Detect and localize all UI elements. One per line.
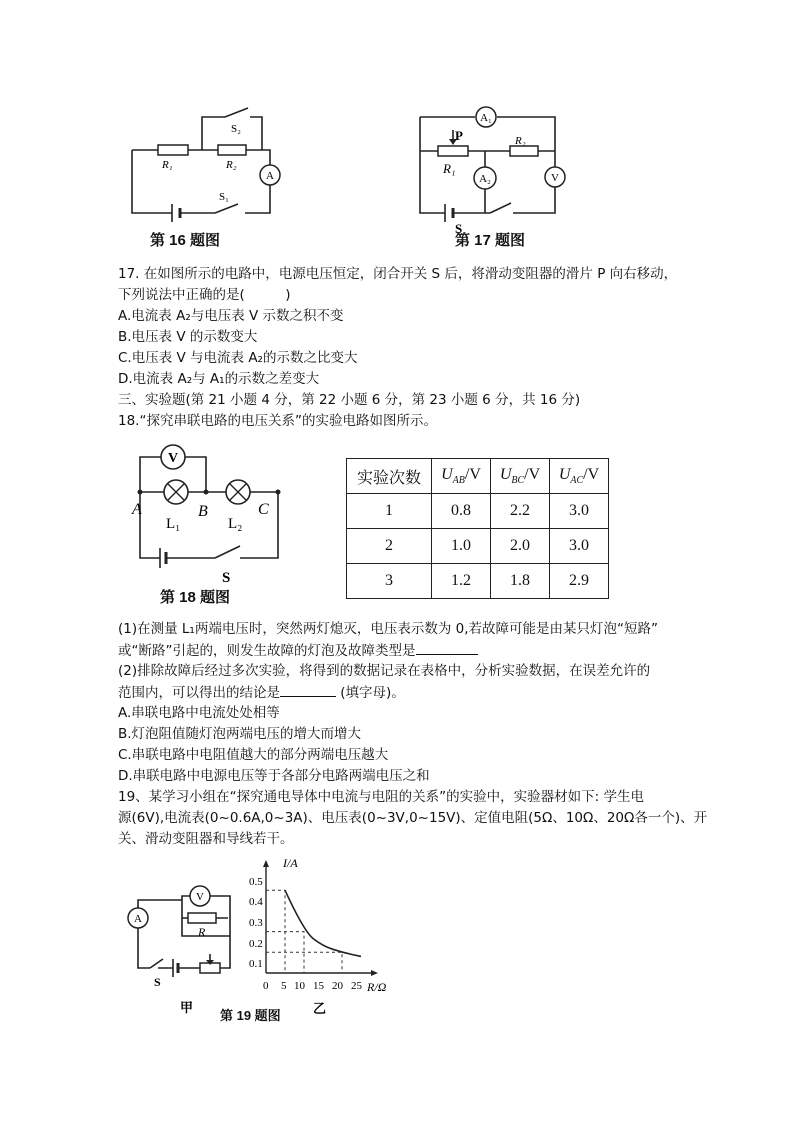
resistor-r2 — [510, 146, 538, 156]
battery-icon — [172, 204, 180, 222]
table-cell: 1.2 — [432, 564, 491, 599]
fig17-r2-label: R₂ — [515, 135, 526, 147]
guide-lines — [266, 890, 342, 973]
q18-p2-line1: (2)排除故障后经过多次实验，将得到的数据记录在表格中，分析实验数据，在误差允许的 — [118, 663, 651, 679]
fig16-ammeter-label: A — [266, 170, 274, 182]
table-cell: 1.0 — [432, 529, 491, 564]
fig16-s1-label: S₁ — [219, 191, 229, 203]
fig19-r-label: R — [198, 925, 206, 939]
switch-s1 — [215, 204, 238, 213]
table-cell: 3.0 — [550, 494, 609, 529]
y-tick-label: 0.4 — [249, 896, 263, 908]
table-cell: 2 — [347, 529, 432, 564]
table-header-cell: $U_{AB}/V$ — [432, 459, 491, 494]
answer-blank[interactable] — [280, 682, 336, 697]
q17-option-b: B.电压表 V 的示数变大 — [118, 329, 258, 345]
q18-p2-line2-text: 范围内，可以得出的结论是 — [118, 685, 280, 701]
fig18-l2-label: L₂ — [228, 516, 243, 532]
fig17-caption: 第 17 题图 — [455, 232, 526, 249]
resistor-r2 — [218, 145, 246, 155]
fig19-v-label: V — [196, 891, 204, 903]
resistor-r — [188, 913, 216, 923]
y-tick-label: 0.2 — [249, 938, 263, 950]
table-cell: 2.0 — [491, 529, 550, 564]
table-cell: 1.8 — [491, 564, 550, 599]
figure-19-circuit — [118, 870, 281, 1030]
fig19-yi-label: 乙 — [313, 1001, 327, 1016]
y-tick-labels — [249, 876, 263, 970]
x-tick-label: 10 — [294, 980, 305, 992]
fig18-v-label: V — [167, 451, 179, 466]
x-tick-label: 25 — [351, 980, 362, 992]
table-cell: 0.8 — [432, 494, 491, 529]
table-header-cell: $U_{BC}/V$ — [491, 459, 550, 494]
x-tick-labels — [263, 980, 363, 992]
table-cell: 3 — [347, 564, 432, 599]
fig16-s2-label: S₂ — [231, 123, 241, 135]
q17-option-a: A.电流表 A₂与电压表 V 示数之积不变 — [118, 308, 344, 324]
fig18-c-label: C — [258, 501, 269, 518]
battery-icon — [173, 959, 178, 977]
q19-line2: 源(6V),电流表(0~0.6A,0~3A)、电压表(0~3V,0~15V)、定值电阻(5Ω、10Ω、20Ω各一个)、开 — [118, 810, 708, 826]
y-tick-label: 0.1 — [249, 958, 263, 970]
fig18-l1-label: L₁ — [166, 516, 181, 532]
table-row — [347, 564, 609, 599]
x-axis-arrow — [371, 970, 378, 976]
lamp-l1-icon — [164, 480, 188, 504]
q19-line3: 关、滑动变阻器和导线若干。 — [118, 831, 294, 847]
fig17-s-label: S — [455, 221, 463, 236]
fig17-v-label: V — [551, 172, 559, 184]
q18-data-table — [346, 458, 609, 599]
q18-p1-line1: (1)在测量 L₁两端电压时，突然两灯熄灭，电压表示数为 0,若故障可能是由某只灯泡“短路” — [118, 621, 659, 637]
x-tick-label: 0 — [263, 980, 269, 992]
q17-stem-line1: 17. 在如图所示的电路中，电源电压恒定，闭合开关 S 后，将滑动变阻器的滑片 P 向右移动， — [118, 266, 678, 282]
table-header-cell: 实验次数 — [347, 459, 432, 494]
resistor-r1 — [158, 145, 188, 155]
fig19-s-label: S — [154, 975, 161, 989]
figure-19-graph — [245, 855, 405, 1030]
fig17-a2-label: A₂ — [479, 173, 491, 185]
table-header-cell: $U_{AC}/V$ — [550, 459, 609, 494]
x-tick-label: 20 — [332, 980, 343, 992]
fig19-jia-label: 甲 — [180, 1000, 194, 1015]
y-axis-arrow — [263, 860, 269, 867]
switch-s — [490, 203, 511, 213]
i-r-curve — [285, 890, 361, 956]
figure-18 — [118, 440, 298, 610]
x-axis-label: R/Ω — [367, 980, 387, 994]
q18-option-c: C.串联电路中电阻值越大的部分两端电压越大 — [118, 747, 389, 763]
y-tick-label: 0.3 — [249, 917, 263, 929]
table-row — [347, 529, 609, 564]
fig18-caption: 第 18 题图 — [160, 589, 231, 606]
q18-title: 18.“探究串联电路的电压关系”的实验电路如图所示。 — [118, 413, 437, 429]
fig18-s-label: S — [222, 570, 231, 586]
fig16-wires — [132, 117, 270, 213]
q18-p2-line2 — [118, 682, 405, 703]
fig16-caption: 第 16 题图 — [150, 232, 221, 249]
switch-s — [150, 959, 163, 968]
table-cell: 2.2 — [491, 494, 550, 529]
figure-16 — [110, 95, 310, 255]
node-a — [138, 490, 143, 495]
q18-p1-line2 — [118, 640, 478, 661]
answer-blank[interactable] — [416, 640, 478, 655]
table-row — [347, 494, 609, 529]
node-b — [204, 490, 209, 495]
q17-stem-line2: 下列说法中正确的是( ) — [118, 287, 291, 303]
battery-icon — [160, 548, 166, 568]
fig19-wires — [138, 896, 230, 968]
q19-line1: 19、某学习小组在“探究通电导体中电流与电阻的关系”的实验中，实验器材如下: 学生电 — [118, 789, 645, 805]
fig18-b-label: B — [198, 503, 208, 520]
switch-s2 — [225, 108, 248, 117]
x-tick-label: 15 — [313, 980, 324, 992]
q17-option-c: C.电压表 V 与电流表 A₂的示数之比变大 — [118, 350, 358, 366]
switch-s — [215, 546, 240, 558]
fig16-r1-label: R₁ — [162, 159, 173, 171]
table-cell: 3.0 — [550, 529, 609, 564]
fig16-r2-label: R₂ — [226, 159, 237, 171]
q17-option-d: D.电流表 A₂与 A₁的示数之差变大 — [118, 371, 320, 387]
fig19-a-label: A — [134, 913, 142, 925]
q18-option-b: B.灯泡阻值随灯泡两端电压的增大而增大 — [118, 726, 362, 742]
fig17-a1-label: A₁ — [480, 112, 492, 124]
x-tick-label: 5 — [281, 980, 287, 992]
q18-p2-line2-suffix: (填字母)。 — [336, 685, 405, 701]
table-header-row — [347, 459, 609, 494]
q18-option-d: D.串联电路中电源电压等于各部分电路两端电压之和 — [118, 768, 430, 784]
q18-option-a: A.串联电路中电流处处相等 — [118, 705, 280, 721]
fig17-r1-label: R₁ — [443, 161, 456, 176]
section-3-heading: 三、实验题(第 21 小题 4 分，第 22 小题 6 分，第 23 小题 6 分，共 16 分) — [118, 392, 581, 408]
figure-17 — [405, 95, 595, 255]
fig19-caption: 第 19 题图 — [220, 1008, 281, 1023]
fig18-a-label: A — [132, 501, 142, 518]
rheostat-r1 — [438, 146, 468, 156]
lamp-l2-icon — [226, 480, 250, 504]
y-tick-label: 0.5 — [249, 876, 263, 888]
table-cell: 1 — [347, 494, 432, 529]
q18-p1-line2-text: 或“断路”引起的，则发生故障的灯泡及故障类型是 — [118, 643, 416, 659]
fig17-wires — [420, 117, 555, 213]
fig17-p-label: P — [455, 128, 463, 143]
y-axis-label: I/A — [283, 856, 298, 870]
table-cell: 2.9 — [550, 564, 609, 599]
node-c — [276, 490, 281, 495]
battery-icon — [445, 204, 453, 222]
